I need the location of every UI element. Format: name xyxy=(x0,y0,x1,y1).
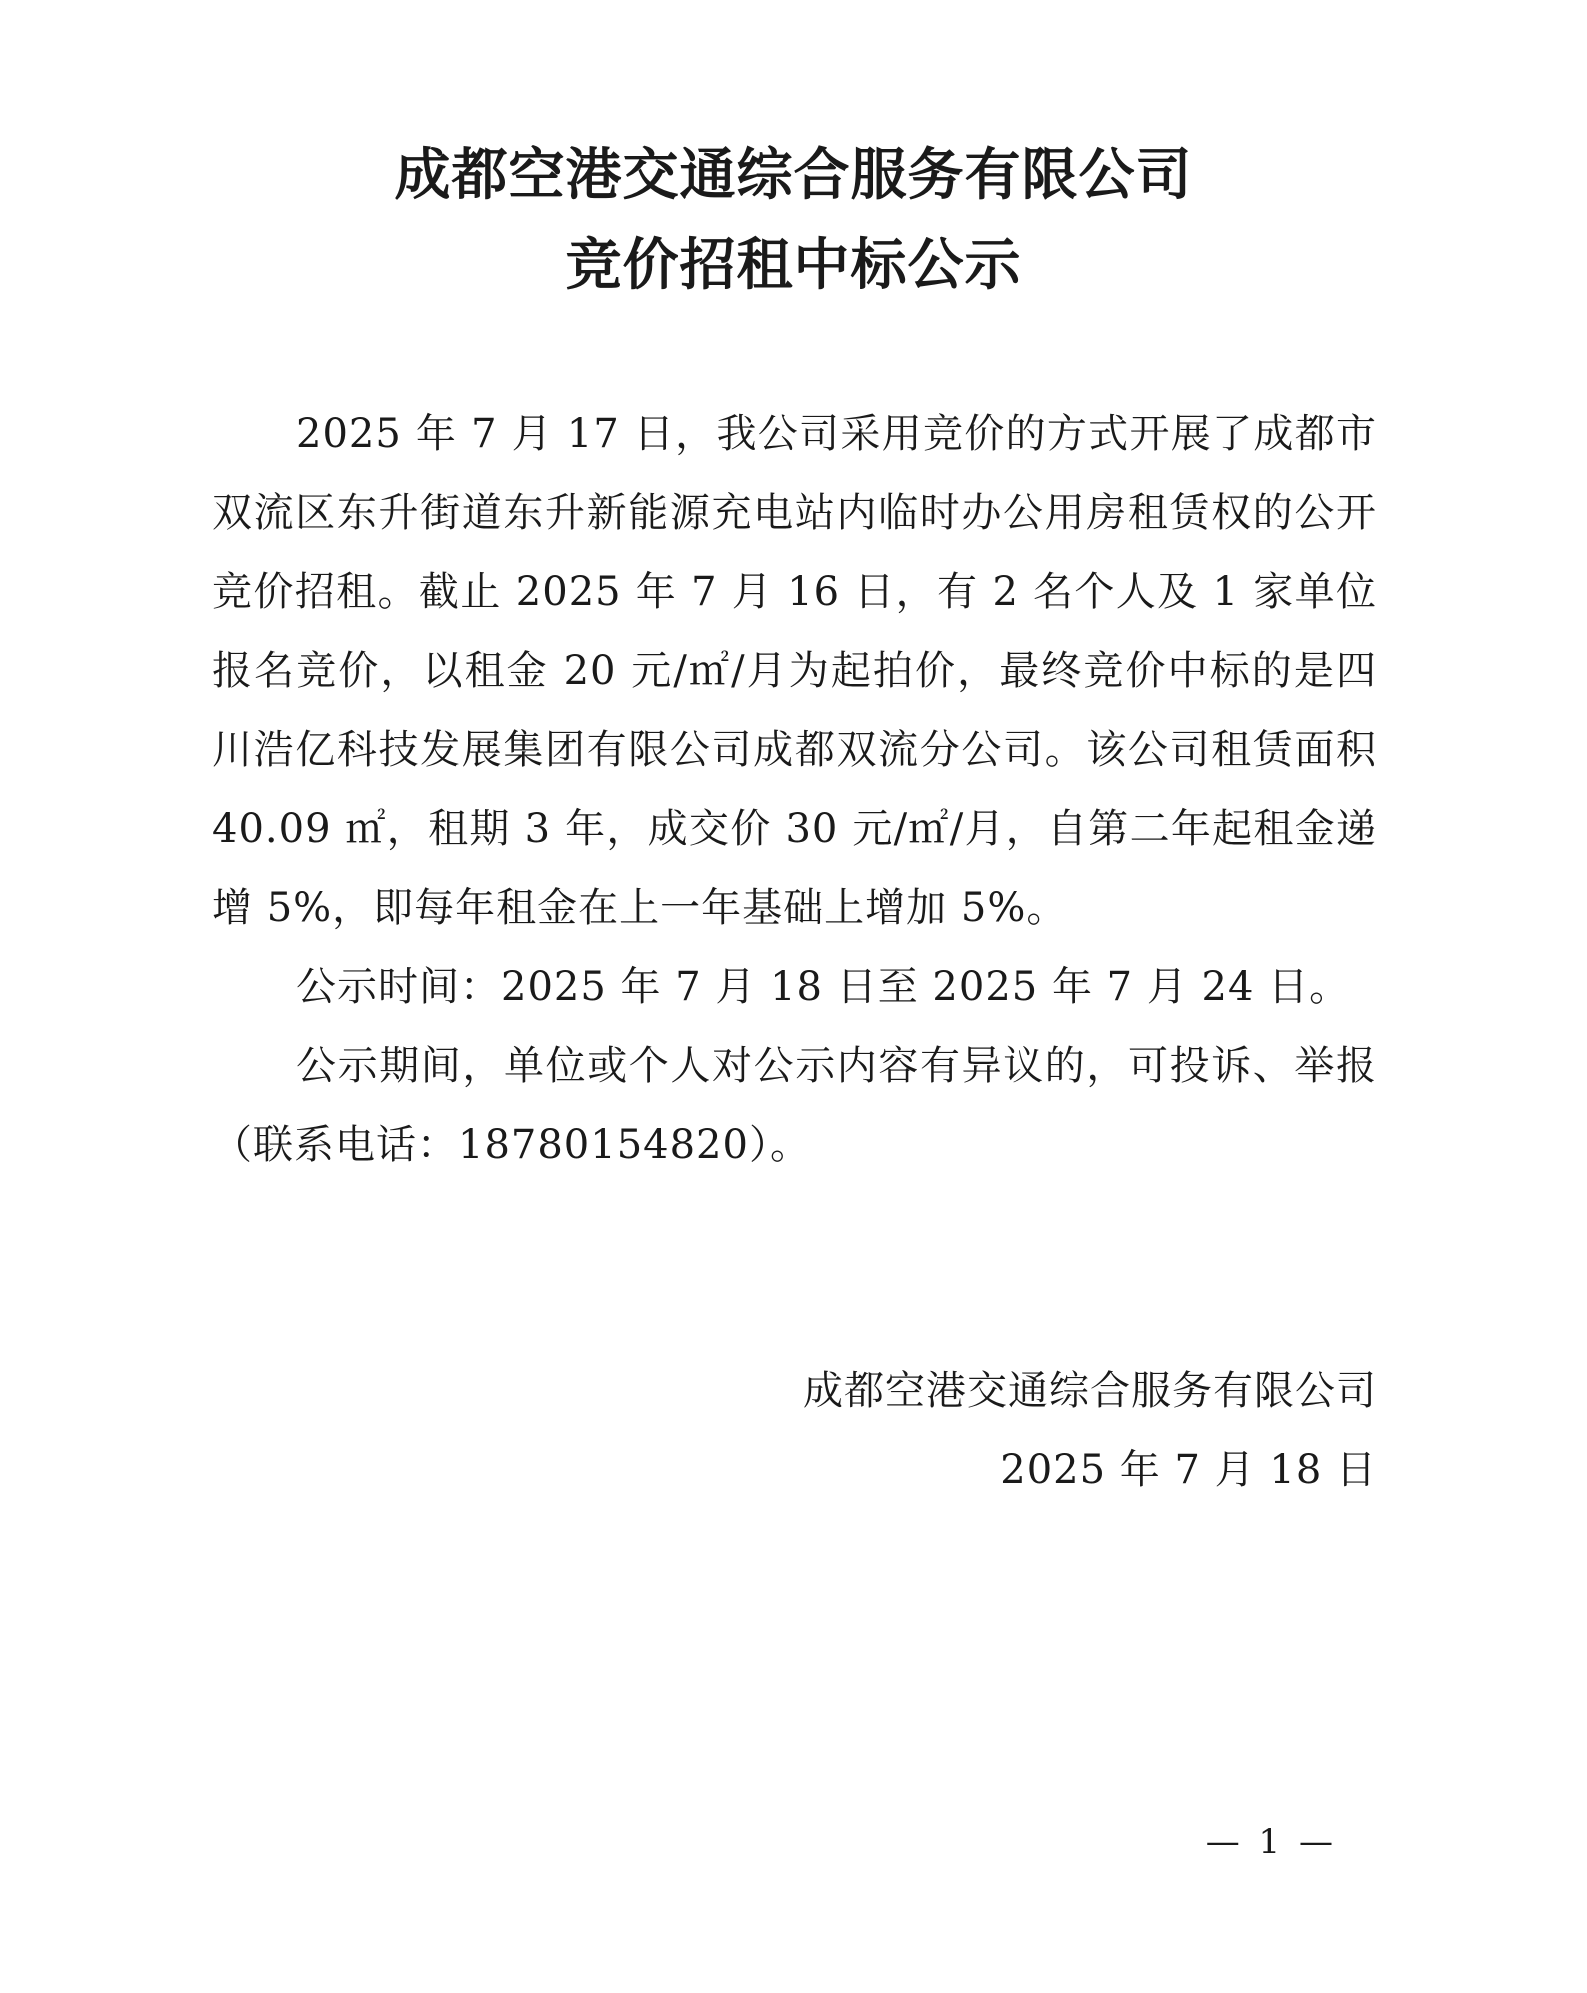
paragraph-announcement: 2025 年 7 月 17 日，我公司采用竞价的方式开展了成都市双流区东升街道东升新能源充电站内临时办公用房租赁权的公开竞价招租。截止 2025 年 7 月 16 日，有 2 名个人及 1 家单位报名竞价，以租金 20 元/㎡/月为起拍价，最终竞价中标的是四川浩亿科技发展集团有限公司成都双流分公司。该公司租赁面积 40.09 ㎡，租期 3 年，成交价 30 元/㎡/月，自第二年起租金递增 5%，即每年租金在上一年基础上增加 5%。 xyxy=(212,411,1377,931)
document-title-line1: 成都空港交通综合服务有限公司 xyxy=(394,142,1193,208)
signature-date: 2025 年 7 月 18 日 xyxy=(1000,1447,1377,1493)
document-title-line2: 竞价招租中标公示 xyxy=(565,232,1022,298)
paragraph-publicity-period: 公示时间：2025 年 7 月 18 日至 2025 年 7 月 24 日。 xyxy=(296,964,1351,1010)
signature-organization: 成都空港交通综合服务有限公司 xyxy=(803,1368,1377,1414)
paragraph-complaint-contact: 公示期间，单位或个人对公示内容有异议的，可投诉、举报（联系电话：18780154820）。 xyxy=(212,1043,1377,1168)
document-body xyxy=(212,395,1377,1185)
page-number: — 1 — xyxy=(1205,1822,1337,1862)
